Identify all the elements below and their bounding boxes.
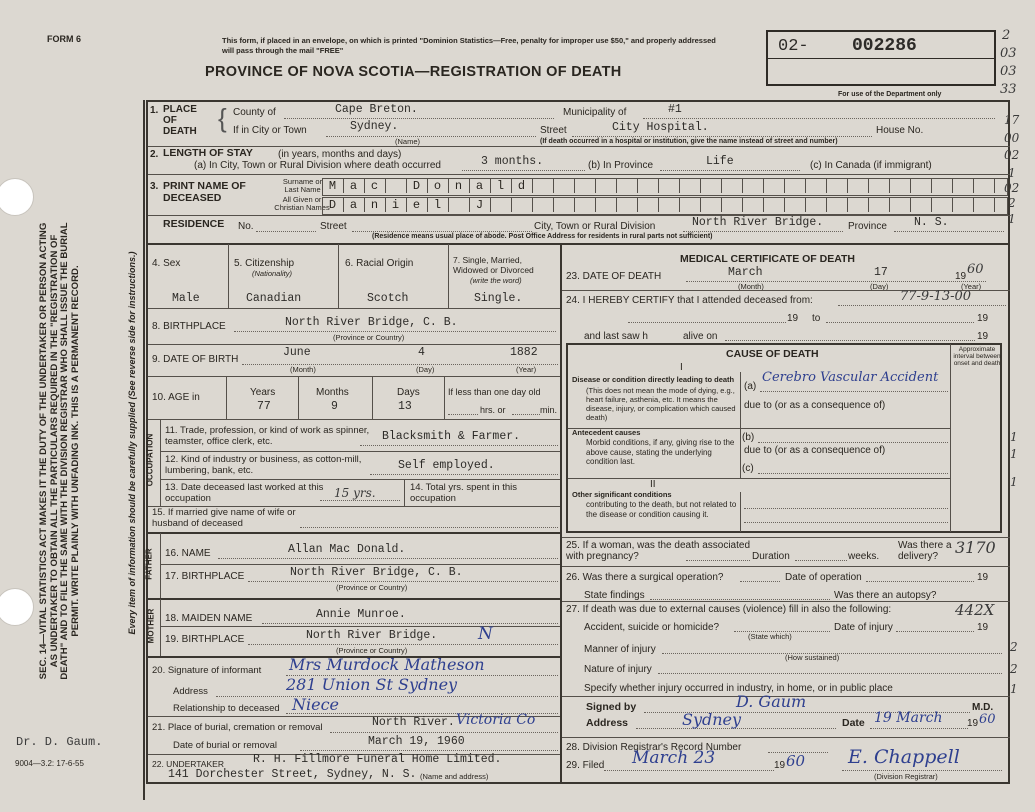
sex-value: Male [172,292,200,305]
mother-maiden-label: 18. MAIDEN NAME [165,613,253,624]
letter-box [385,179,407,193]
letter-box [826,179,848,193]
name-label: PRINT NAME OF DECEASED [163,180,246,204]
q11-label: 11. Trade, profession, or kind of work as spinner, teamster, office clerk, etc. [165,425,370,447]
stay-b-value: Life [706,155,734,168]
sig-date-label: Date [842,717,865,729]
margin-code: 00 [1004,131,1020,145]
letter-box [952,179,974,193]
q13-value: 15 yrs. [334,486,376,500]
margin-code: 03 [1000,46,1017,61]
place-label: PLACE OF DEATH [163,104,197,137]
name-num: 3. [150,181,159,192]
duration-label: Duration [752,551,790,562]
roman-one: I [680,362,683,373]
residence-label: RESIDENCE [163,218,225,230]
letter-box [889,179,911,193]
date-of-op-19: 19 [977,572,989,583]
cause-c-label: (c) [742,463,754,474]
letter-box [574,198,596,212]
footer-doctor: Dr. D. Gaum. [16,735,103,749]
informant-address: 281 Union St Sydney [286,675,458,694]
letter-box: i [385,198,407,212]
sig-date-year: 60 [979,712,996,727]
margin-code: 02 [1004,148,1020,162]
residence-city-label: City, Town or Rural Division [534,221,656,232]
father-birthplace-label: 17. BIRTHPLACE [165,571,245,582]
letter-box: n [448,179,470,193]
letter-box: a [343,179,365,193]
alive-on-label: alive on [683,331,718,342]
birthplace-sub: (Province or Country) [333,333,405,342]
informant-relationship: Niece [292,695,340,714]
citizenship-label: 5. Citizenship [234,258,295,269]
house-label: House No. [876,125,924,136]
weeks-label: weeks. [848,551,880,562]
q12-label: 12. Kind of industry or business, as cotton-mill, lumbering, bank, etc. [165,454,362,476]
age-months: 9 [331,400,338,413]
medical-title: MEDICAL CERTIFICATE OF DEATH [680,253,855,265]
margin-code-right: 3170 [955,538,996,557]
margin-code: 1 [1008,212,1016,226]
undertaker-addr-label: (Name and address) [420,772,489,781]
margin-code: 1 [1008,166,1016,180]
letter-box: n [364,198,386,212]
letter-box [763,179,785,193]
residence-street-label: Street [320,221,347,232]
death-month-label: (Month) [738,282,764,291]
residence-province: N. S. [914,216,949,229]
citizenship-sub: (Nationality) [252,269,293,278]
accident-label: Accident, suicide or homicide? [584,622,720,633]
racial-label: 6. Racial Origin [345,258,414,269]
letter-box [616,179,638,193]
letter-box [490,198,512,212]
specify-label: Specify whether injury occurred in industry, in home, or in public place [584,683,893,694]
q24-to: to [812,313,821,324]
filed-19: 19 [774,760,786,771]
citizenship-value: Canadian [246,292,302,305]
cause-a-value: Cerebro Vascular Accident [762,370,939,385]
letter-box: o [427,179,449,193]
letter-box [532,179,554,193]
date-of-op-label: Date of operation [785,572,862,583]
letter-box [910,198,932,212]
letter-box [553,179,575,193]
autopsy-label: Was there an autopsy? [834,590,937,601]
letter-box: M [322,179,344,193]
informant-rel-label: Relationship to deceased [173,703,280,714]
undertaker-name: R. H. Fillmore Funeral Home Limited. [253,753,502,766]
burial-place-hw: Victoria Co [456,712,536,728]
stay-num: 2. [150,149,159,160]
date-injury-label: Date of injury [834,622,893,633]
q27-label: 27. If death was due to external causes (violence) fill in also the following: [566,604,892,615]
letter-box [658,179,680,193]
letter-box [511,198,533,212]
letter-box [532,198,554,212]
margin-code: 02 [1004,181,1020,195]
street-value: City Hospital. [612,121,709,134]
informant-sig-label: 20. Signature of informant [152,665,262,676]
letter-box [763,198,785,212]
registrar-label: (Division Registrar) [874,772,938,781]
letter-box [784,198,806,212]
days-label: Days [397,387,420,398]
letter-box [910,179,932,193]
municipality-label: Municipality of [563,107,627,118]
q23-label: 23. DATE OF DEATH [566,271,662,282]
letter-box [616,198,638,212]
md-label: M.D. [972,702,994,713]
death-year-label: (Year) [961,282,982,291]
stay-hint: (in years, months and days) [278,149,402,160]
letter-box [931,179,953,193]
q11-value: Blacksmith & Farmer. [382,430,521,443]
death-day-label: (Day) [870,282,889,291]
letter-box [637,179,659,193]
municipality-value: #1 [668,103,682,116]
letter-box [700,179,722,193]
q15-label: 15. If married give name of wife or husband of deceased [152,507,296,529]
letter-box [889,198,911,212]
residence-note: (Residence means usual place of abode. Post Office Address for residents in rural parts not sufficient) [372,233,713,240]
letter-box: D [322,198,344,212]
dob-month: June [283,346,311,359]
letter-box: e [406,198,428,212]
name-sublabel: (Name) [395,137,421,146]
delivery-label: Was there a delivery? [898,540,952,562]
years-label: Years [250,387,276,398]
letter-box [868,198,890,212]
q28-label: 28. Division Registrar's Record Number [566,742,742,753]
letter-box [973,179,995,193]
father-birthplace: North River Bridge, C. B. [290,566,463,579]
punch-hole-top [0,178,34,216]
letter-box: a [343,198,365,212]
sig-date: 19 March [874,710,943,726]
hospital-note: (If death occurred in a hospital or institution, give the name instead of street and number) [540,138,838,145]
informant-signature: Mrs Murdock Matheson [289,655,485,674]
marital-sub: (write the word) [470,276,522,285]
undertaker-address: 141 Dorchester Street, Sydney, N. S. [168,768,417,781]
signed-label: Signed by [586,701,637,713]
marital-value: Single. [474,292,523,305]
alive-on-19: 19 [977,331,989,342]
letter-box: l [490,179,512,193]
margin-code: 33 [1000,82,1017,97]
antecedent-note: Morbid conditions, if any, giving rise to the above cause, stating the underlying condition last. [586,438,735,466]
letter-box [847,198,869,212]
letter-box [931,198,953,212]
father-birthplace-sub: (Province or Country) [336,583,408,592]
mother-birthplace-sub: (Province or Country) [336,646,408,655]
mother-birthplace: North River Bridge. [306,629,438,642]
q12-value: Self employed. [398,459,495,472]
letter-box [721,179,743,193]
letter-box [679,198,701,212]
reg-number-divider [766,58,994,59]
brace-icon: { [218,103,227,133]
sig-address: Sydney [682,710,742,729]
sig-date-19: 19 [967,718,979,729]
q25-label: 25. If a woman, was the death associated with pregnancy? [566,540,750,562]
letter-box [868,179,890,193]
burial-date-label: Date of burial or removal [173,740,278,751]
letter-box [595,198,617,212]
letter-box [847,179,869,193]
margin-code: 1 [1010,430,1018,444]
date-injury-19: 19 [977,622,989,633]
letter-box [742,179,764,193]
letter-box: d [511,179,533,193]
dob-year: 1882 [510,346,538,359]
state-which-label: (State which) [748,632,792,641]
letter-box [448,198,470,212]
margin-code: 1 [1010,447,1018,461]
q26-label: 26. Was there a surgical operation? [566,572,724,583]
letter-box [595,179,617,193]
residence-province-label: Province [848,221,887,232]
dept-use-label: For use of the Department only [838,91,942,98]
city-label: If in City or Town [233,125,307,136]
dob-day: 4 [418,346,425,359]
letter-box [952,198,974,212]
margin-code-right: 442X [955,601,995,619]
min-label: min. [540,405,558,415]
letter-box [679,179,701,193]
mail-notice: This form, if placed in an envelope, on which is printed "Dominion Statistics—Free, penalty for improper use $50," and properly addressed will pass through the mail "FREE" [222,36,716,55]
state-findings-label: State findings [584,590,645,601]
county-value: Cape Breton. [335,103,418,116]
margin-code: 17 [1004,113,1020,127]
cause-a-label: (a) [744,381,757,392]
antecedent-label: Antecedent causes [572,428,641,437]
undertaker-label: 22. UNDERTAKER [152,759,224,769]
hrs-label: hrs. or [480,405,506,415]
letter-box [658,198,680,212]
letter-box: a [469,179,491,193]
q24-19a: 19 [787,313,799,324]
letter-box: c [364,179,386,193]
q29-label: 29. Filed [566,760,605,771]
letter-box [805,179,827,193]
dob-label: 9. DATE OF BIRTH [152,354,239,365]
due-to-a: due to (or as a consequence of) [744,400,886,411]
letter-box [973,198,995,212]
last-saw-label: and last saw h [584,331,648,342]
stay-a-label: (a) In City, Town or Rural Division where death occurred [194,160,441,171]
death-year-prefix: 19 [955,271,967,282]
cause-title: CAUSE OF DEATH [726,348,819,360]
interval-label: Approximate interval between onset and death [953,346,1001,367]
registrar-signature: E. Chappell [848,746,960,768]
stay-b-label: (b) In Province [588,160,654,171]
reg-prefix: 02- [778,37,809,56]
birthplace-label: 8. BIRTHPLACE [152,321,226,332]
surname-label: Surname or Last Name [282,177,323,194]
letter-box [784,179,806,193]
q24-label: 24. I HEREBY CERTIFY that I attended deceased from: [566,295,813,306]
q14-label: 14. Total yrs. spent in this occupation [410,482,518,504]
dob-month-label: (Month) [290,365,316,374]
birthplace-value: North River Bridge, C. B. [285,316,458,329]
signed-signature: D. Gaum [736,692,807,711]
dob-day-label: (Day) [416,365,435,374]
side-instructions: SEC. 14—VITAL STATISTICS ACT MAKES IT THE DUTY OF THE UNDERTAKER OR PERSON ACTING AS UNDERTAKER TO OBTAIN ALL THE PARTICULARS REQUIRED IN THE "REGISTRATION OF DEATH" AND TO FILE THE SAME WITH THE DIVISION REGISTRAR WHO SHALL ISSUE THE BURIAL PERMIT. WRITE PLAINLY WITH UNFADING INK. THIS IS A PERMANENT RECORD. [38,222,81,680]
letter-box [553,198,575,212]
death-day: 17 [874,266,888,279]
burial-place-label: 21. Place of burial, cremation or removal [152,722,323,733]
margin-code: 2 [1010,640,1018,654]
column-divider [560,244,562,784]
mother-side-label: MOTHER [146,608,156,644]
mother-birthplace-label: 19. BIRTHPLACE [165,634,245,645]
death-year: 60 [967,262,984,277]
age-days: 13 [398,400,412,413]
letter-box: J [469,198,491,212]
print-code: 9004—3.2: 17-6-55 [15,759,84,768]
disease-label: Disease or condition directly leading to death [572,375,735,384]
filed-year: 60 [786,752,806,770]
margin-code: 03 [1000,64,1017,79]
mother-maiden: Annie Munroe. [316,608,406,621]
q13-label: 13. Date deceased last worked at this occupation [165,482,324,504]
sex-label: 4. Sex [152,258,181,269]
letter-box [700,198,722,212]
months-label: Months [316,387,349,398]
dob-year-label: (Year) [516,365,537,374]
letter-box: l [427,198,449,212]
residence-no-label: No. [238,221,254,232]
street-label: Street [540,125,567,136]
burial-date: March 19, 1960 [368,735,465,748]
letter-box [637,198,659,212]
place-num: 1. [150,105,159,116]
age-label: 10. AGE in [152,392,200,403]
racial-value: Scotch [367,292,409,305]
how-sustained-label: (How sustained) [785,653,840,662]
other-label: Other significant conditions [572,490,672,499]
disease-note: (This does not mean the mode of dying, e.g., heart failure, asthenia, etc. It means the disease, injury, or complication which caused death) [586,386,736,422]
manner-label: Manner of injury [584,644,656,655]
father-name: Allan Mac Donald. [288,543,406,556]
margin-code: 1 [1010,475,1018,489]
sig-address-label: Address [586,717,629,729]
age-years: 77 [257,400,271,413]
given-label: All Given or Christian Names [274,195,330,212]
other-note: contributing to the death, but not related to the disease or condition causing it. [586,500,737,519]
letter-box [826,198,848,212]
informant-address-label: Address [173,686,208,697]
form-label: FORM 6 [47,34,82,44]
cause-b-label: (b) [742,432,755,443]
due-to-b: due to (or as a consequence of) [744,445,886,456]
letter-box [721,198,743,212]
residence-city: North River Bridge. [692,216,824,229]
roman-two: II [650,479,656,490]
form-title: PROVINCE OF NOVA SCOTIA—REGISTRATION OF DEATH [205,64,622,80]
q24-19b: 19 [977,313,989,324]
letter-box [742,198,764,212]
stay-c-label: (c) In Canada (if immigrant) [810,160,932,171]
father-name-label: 16. NAME [165,548,211,559]
side-note: Every item of information should be carefully supplied (See reverse side for instructions.) [127,251,137,635]
margin-code: 2 [1010,662,1018,676]
margin-code: 2 [1002,28,1011,43]
stay-label: LENGTH OF STAY [163,147,253,159]
county-label: County of [233,107,276,118]
nature-label: Nature of injury [584,664,652,675]
burial-place: North River. [372,716,455,729]
death-month: March [728,266,763,279]
margin-code: 1 [1010,682,1018,696]
letter-box [805,198,827,212]
occupation-side-label: OCCUPATION [145,433,155,487]
city-value: Sydney. [350,120,399,133]
less-than-day-label: If less than one day old [448,387,541,397]
letter-box: D [406,179,428,193]
q24-hw: 77-9-13-00 [900,289,972,304]
mother-birthplace-hw: N [478,624,493,644]
stay-a-value: 3 months. [481,155,544,168]
letter-box [574,179,596,193]
marital-label: 7. Single, Married, Widowed or Divorced [453,255,534,275]
father-side-label: FATHER [144,548,154,580]
margin-code: 2 [1008,196,1016,210]
filed-date: March 23 [632,748,716,768]
reg-number: 002286 [852,36,917,56]
punch-hole-bottom [0,588,34,626]
